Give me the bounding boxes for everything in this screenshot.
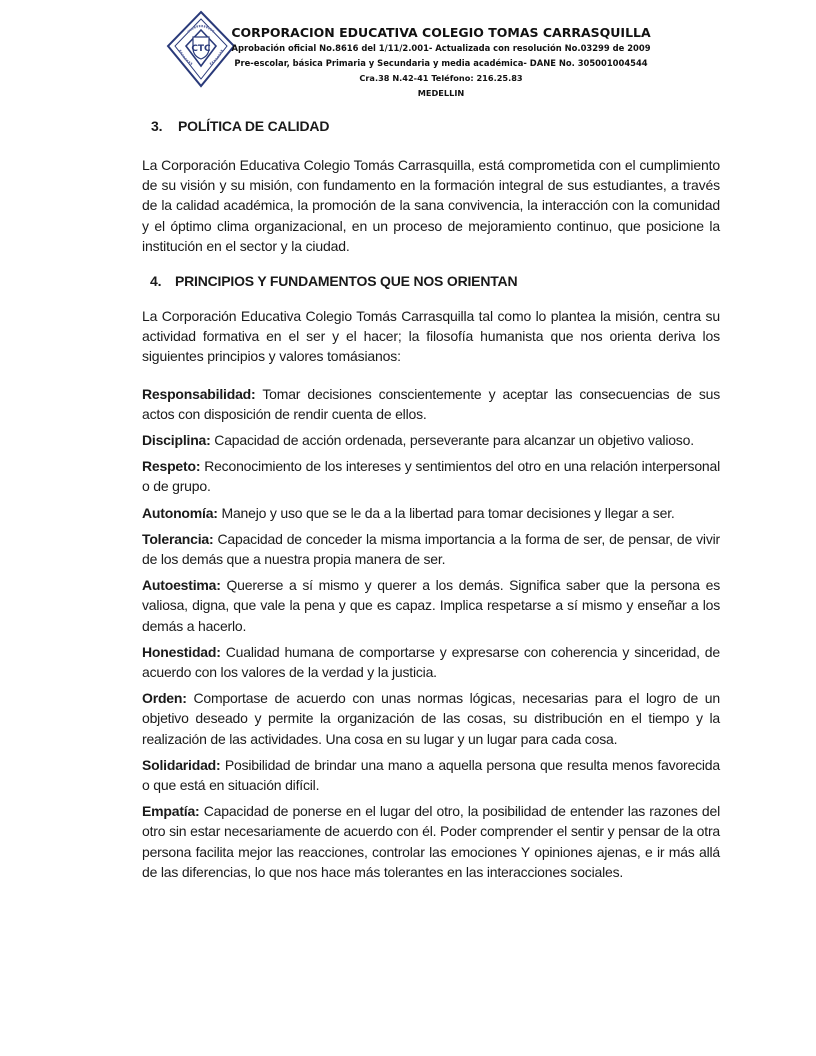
value-term: Honestidad:	[142, 643, 221, 660]
value-item-respeto	[142, 456, 720, 496]
value-item-orden	[142, 688, 720, 749]
value-item-solidaridad	[142, 755, 720, 795]
document-body	[142, 118, 720, 888]
value-item-autonomia	[142, 503, 720, 523]
letterhead	[160, 8, 720, 103]
value-term: Respeto:	[142, 458, 201, 475]
value-term: Autonomía:	[142, 504, 218, 521]
value-definition: Capacidad de ponerse en el lugar del otro, la posibilidad de entender las razones del otro sin estar necesariamente de acuerdo con él. Poder comprender el sentir y pensar de la otra persona facilita mejor las reacciones, controlar las emociones Y opiniones ajenas, e ir más allá de las diferencias, lo que nos hace más tolerantes en las interacciones sociales.	[142, 803, 720, 880]
value-item-responsabilidad	[142, 384, 720, 424]
value-term: Solidaridad:	[142, 756, 221, 773]
value-definition: Comportase de acuerdo con unas normas lógicas, necesarias para el logro de un objetivo deseado y permite la organización de las cosas, su distribución en el tiempo y la realización de las actividades. Una cosa en su lugar y un lugar para cada cosa.	[142, 690, 720, 747]
value-definition: Cualidad humana de comportarse y expresarse con coherencia y sinceridad, de acuerdo con los valores de la verdad y la justicia.	[142, 643, 720, 681]
principles-intro-paragraph: La Corporación Educativa Colegio Tomás Carrasquilla tal como lo plantea la misión, centra su actividad formativa en el ser y el hacer; la filosofía humanista que nos orienta deriva los siguientes principios y valores tomásianos:	[142, 308, 720, 365]
value-item-honestidad	[142, 642, 720, 682]
institution-name: CORPORACION EDUCATIVA COLEGIO TOMAS CARRASQUILLA	[231, 25, 651, 40]
value-term: Responsabilidad:	[142, 385, 256, 402]
value-term: Empatía:	[142, 803, 200, 820]
letterhead-text	[226, 25, 656, 101]
value-term: Autoestima:	[142, 577, 221, 594]
section-heading-principles	[142, 273, 720, 289]
value-term: Disciplina:	[142, 432, 211, 449]
section-title: PRINCIPIOS Y FUNDAMENTOS QUE NOS ORIENTAN	[175, 273, 518, 290]
value-item-disciplina	[142, 430, 720, 450]
value-term: Orden:	[142, 690, 187, 707]
value-definition: Reconocimiento de los intereses y sentimientos del otro en una relación interpersonal o de grupo.	[142, 458, 720, 495]
section-heading-quality-policy	[142, 118, 720, 134]
value-definition: Posibilidad de brindar una mano a aquella persona que resulta menos favorecida o que está en situación difícil.	[142, 756, 720, 794]
section-title: POLÍTICA DE CALIDAD	[178, 118, 330, 134]
value-term: Tolerancia:	[142, 530, 214, 547]
value-definition: Capacidad de acción ordenada, perseverante para alcanzar un objetivo valioso.	[214, 432, 694, 449]
approval-line: Aprobación oficial No.8616 del 1/11/2.001- Actualizada con resolución No.03299 de 2009	[231, 43, 651, 53]
value-item-autoestima	[142, 575, 720, 636]
value-definition: Quererse a sí mismo y querer a los demás. Significa saber que la persona es valiosa, digna, que vale la pena y que es capaz. Implica respetarse a sí mismo y enseñar a los demás a hacerlo.	[142, 577, 720, 634]
value-definition: Tomar decisiones conscientemente y aceptar las consecuencias de sus actos con disposición de rendir cuenta de ellos.	[142, 385, 721, 422]
svg-text:CTC: CTC	[191, 44, 211, 54]
section-number: 4.	[150, 273, 162, 290]
quality-policy-paragraph: La Corporación Educativa Colegio Tomás Carrasquilla, está comprometida con el cumplimiento de su visión y su misión, con fundamento en la formación integral de sus estudiantes, a través de la calidad académica, la promoción de la sana convivencia, la interacción con la comunidad y el óptimo clima organizacional, en un proceso de mejoramiento continuo, que posicione la institución en el sector y la ciudad.	[142, 157, 720, 254]
value-definition: Manejo y uso que se le da a la libertad para tomar decisiones y llegar a ser.	[221, 504, 675, 521]
value-definition: Capacidad de conceder la misma importancia a la forma de ser, de pensar, de vivir de los demás que a nuestra propia manera de ser.	[142, 530, 720, 568]
value-item-tolerancia	[142, 529, 720, 569]
section-number: 3.	[151, 118, 163, 134]
levels-line: Pre-escolar, básica Primaria y Secundaria y media académica- DANE No. 305001004544	[234, 58, 648, 68]
value-item-empatia	[142, 801, 720, 882]
address-line: Cra.38 N.42-41 Teléfono: 216.25.83	[359, 73, 523, 83]
values-list	[142, 384, 720, 882]
city-line: MEDELLIN	[417, 88, 465, 98]
